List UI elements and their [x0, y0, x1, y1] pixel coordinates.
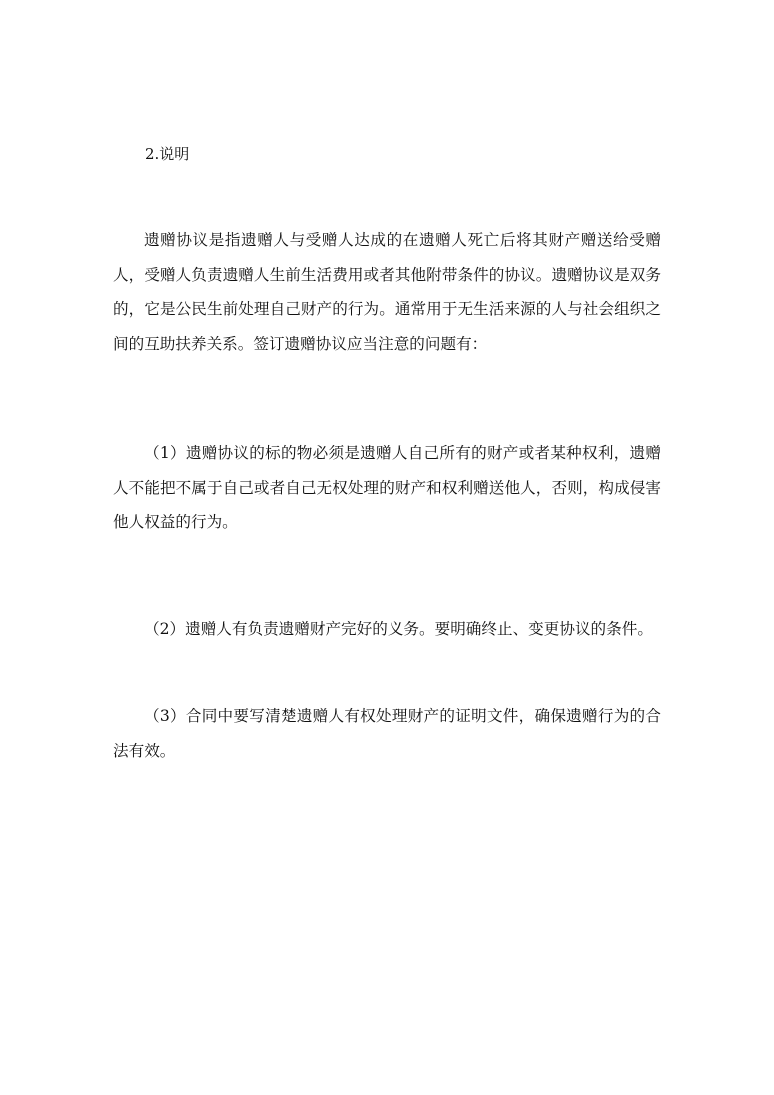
paragraph-point-3: （3）合同中要写清楚遗赠人有权处理财产的证明文件，确保遗赠行为的合法有效。 [113, 707, 661, 760]
paragraph-definition: 遗赠协议是指遗赠人与受赠人达成的在遗赠人死亡后将其财产赠送给受赠人，受赠人负责遗赠人生前生活费用或者其他附带条件的协议。遗赠协议是双务的，它是公民生前处理自己财产的行为。通常用于无生活来源的人与社会组织之间的互助扶养关系。签订遗赠协议应当注意的问题有： [113, 231, 661, 353]
paragraph-point-2: （2）遗赠人有负责遗赠财产完好的义务。要明确终止、变更协议的条件。 [144, 620, 653, 638]
section-heading: 2.说明 [145, 145, 190, 163]
paragraph-point-1: （1）遗赠协议的标的物必须是遗赠人自己所有的财产或者某种权利，遗赠人不能把不属于自己或者自己无权处理的财产和权利赠送他人，否则，构成侵害他人权益的行为。 [113, 444, 661, 531]
